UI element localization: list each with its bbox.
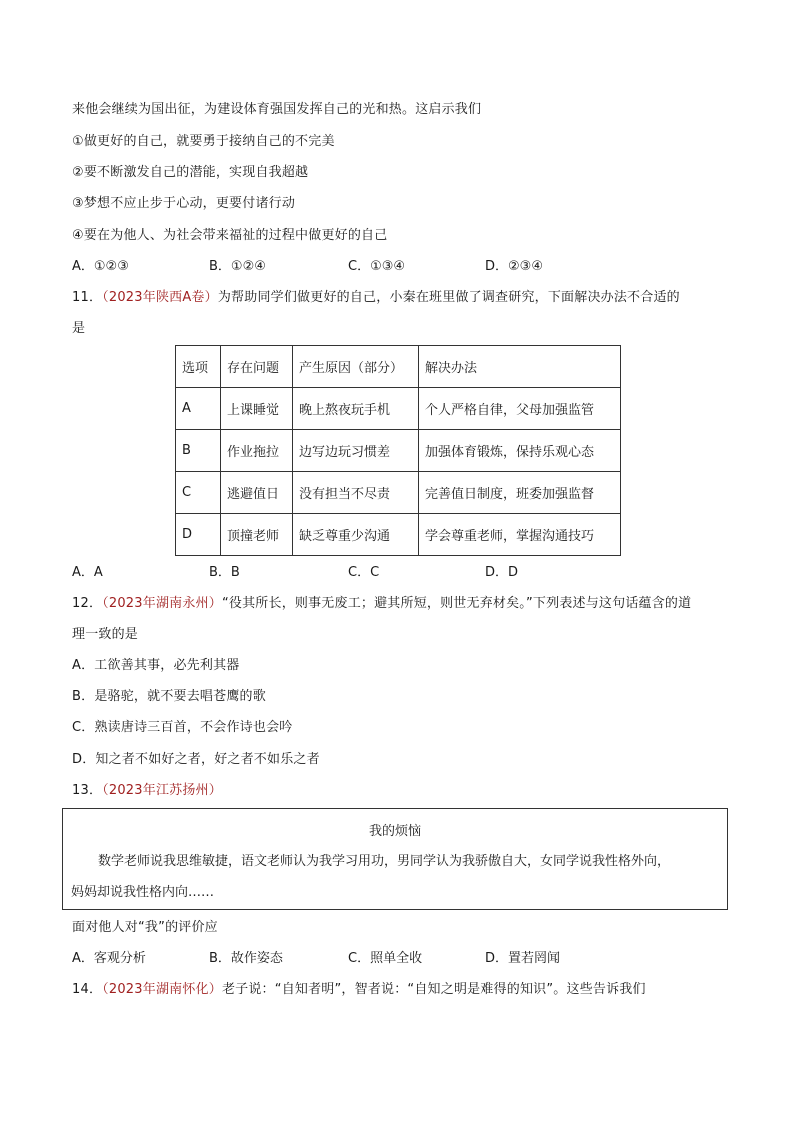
q13-number: 13． [72, 783, 103, 798]
table-cell: 上课睡觉 [221, 388, 293, 430]
q10-option-b: B．①②④ [209, 259, 266, 274]
q10-statement-1: ①做更好的自己，就要勇于接纳自己的不完美 [72, 134, 335, 149]
q10-option-c: C．①③④ [348, 259, 406, 274]
table-header-cell: 解决办法 [419, 346, 621, 388]
q10-option-d: D．②③④ [485, 259, 543, 274]
q13-material-box [62, 808, 728, 910]
q12-stem [72, 595, 691, 613]
q12-option-c: C．熟读唐诗三百首，不会作诗也会吟 [72, 720, 293, 735]
q10-statement-2: ②要不断激发自己的潜能，实现自我超越 [72, 165, 309, 180]
table-cell: 缺乏尊重少沟通 [293, 514, 419, 556]
q13-stem [72, 782, 222, 800]
table-header-cell: 选项 [176, 346, 221, 388]
q10-statement-4: ④要在为他人、为社会带来福祉的过程中做更好的自己 [72, 228, 388, 243]
q12-number: 12． [72, 596, 103, 611]
q13-box-title: 我的烦恼 [368, 824, 421, 839]
q11-option-c: C．C [348, 565, 380, 580]
q12-option-b: B．是骆驼，就不要去唱苍鹰的歌 [72, 689, 266, 704]
q12-text: “役其所长，则事无废工；避其所短，则世无弃材矣。”下列表述与这句话蕴含的道 [221, 596, 692, 611]
q11-text: 为帮助同学们做更好的自己，小秦在班里做了调查研究，下面解决办法不合适的 [217, 290, 680, 305]
q12-source: （2023年湖南永州） [102, 596, 222, 611]
table-cell: 作业拖拉 [221, 430, 293, 472]
q13-option-a: A．客观分析 [72, 951, 146, 966]
table-row [176, 388, 621, 430]
q11-option-a: A．A [72, 565, 103, 580]
table-cell: 晚上熬夜玩手机 [293, 388, 419, 430]
q13-source: （2023年江苏扬州） [102, 783, 222, 798]
table-cell: 边写边玩习惯差 [293, 430, 419, 472]
table-cell: 逃避值日 [221, 472, 293, 514]
q11-stem [72, 289, 680, 307]
table-cell: 学会尊重老师，掌握沟通技巧 [419, 514, 621, 556]
table-row [176, 430, 621, 472]
q10-statement-3: ③梦想不应止步于心动，更要付诸行动 [72, 196, 296, 211]
table-cell: 加强体育锻炼，保持乐观心态 [419, 430, 621, 472]
table-header-cell: 产生原因（部分） [293, 346, 419, 388]
table-cell: A [176, 388, 221, 430]
q14-text: 老子说：“自知者明”，智者说：“自知之明是难得的知识”。这些告诉我们 [221, 982, 646, 997]
q11-option-b: B．B [209, 565, 240, 580]
q13-option-c: C．照单全收 [348, 951, 423, 966]
q10-stem-tail: 来他会继续为国出征，为建设体育强国发挥自己的光和热。这启示我们 [72, 102, 482, 117]
q11-source: （2023年陕西A卷） [102, 290, 218, 305]
table-cell: C [176, 472, 221, 514]
table-row [176, 514, 621, 556]
q13-option-d: D．置若罔闻 [485, 951, 561, 966]
table-cell: 个人严格自律，父母加强监管 [419, 388, 621, 430]
table-cell: 没有担当不尽责 [293, 472, 419, 514]
q13-option-b: B．故作姿态 [209, 951, 283, 966]
q13-box-paragraph: 数学老师说我思维敏捷，语文老师认为我学习用功，男同学认为我骄傲自大，女同学说我性格外向， [98, 854, 671, 869]
q10-option-a: A．①②③ [72, 259, 129, 274]
table-cell: 顶撞老师 [221, 514, 293, 556]
q11-number: 11． [72, 290, 103, 305]
q12-stem-cont: 理一致的是 [72, 627, 139, 642]
table-cell: 完善值日制度，班委加强监督 [419, 472, 621, 514]
table-header-row [176, 346, 621, 388]
table-cell: B [176, 430, 221, 472]
q12-option-d: D．知之者不如好之者，好之者不如乐之者 [72, 752, 320, 767]
table-header-cell: 存在问题 [221, 346, 293, 388]
table-row [176, 472, 621, 514]
q13-box-paragraph-cont: 妈妈却说我性格内向…… [71, 885, 215, 900]
table-cell: D [176, 514, 221, 556]
q14-number: 14． [72, 982, 103, 997]
q11-table [175, 345, 621, 556]
q14-stem [72, 981, 646, 999]
q11-option-d: D．D [485, 565, 519, 580]
q11-stem-cont: 是 [72, 321, 86, 336]
q14-source: （2023年湖南怀化） [102, 982, 222, 997]
q13-question: 面对他人对“我”的评价应 [72, 920, 218, 935]
q12-option-a: A．工欲善其事，必先利其器 [72, 658, 240, 673]
